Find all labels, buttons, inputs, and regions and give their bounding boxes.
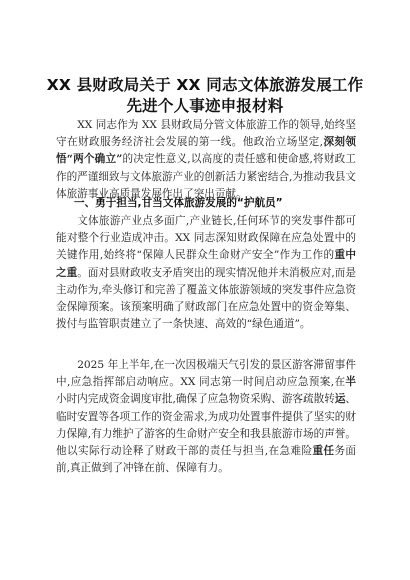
paragraph-emergency-fund-tail: 。面对县财政收支矛盾突出的现实情况他并未消极应对,而是主动作为,牵头修订和完善了覆盖文体旅游领域的突发事件应急资金保障预案。该预案明确了财政部门在应急处置中的资金筹集、拨付与监管职责建立了一条快速、高效的“绿色通道”。 [56, 266, 356, 331]
document-title: XX 县财政局关于 XX 同志文体旅游发展工作先进个人事迹申报材料 [46, 76, 364, 115]
paragraph-2025-event-mid-1: 小时内完成资金调度审批,确保了应急物资采购、游客疏散转 [56, 393, 335, 406]
paragraph-emergency-fund-emphasis: 重中之重 [56, 249, 356, 279]
paragraph-intro [56, 117, 356, 203]
paragraph-emergency-fund-lead: 文体旅游产业点多面广,产业链长,任何环节的突发事件都可能对整个行业造成冲击。XX 同志深知财政保障在应急处置中的关键作用,始终将“保障人民群众生命财产安全”作为工作的 [56, 215, 356, 262]
paragraph-2025-event [56, 357, 356, 477]
section-heading-1: 一、勇于担当,甘当文体旅游发展的“护航员” [74, 197, 283, 209]
paragraph-2025-event-emphasis-3: 重任 [312, 445, 335, 458]
paragraph-2025-event-lead: 2025 年上半年,在一次因极端天气引发的景区游客滞留事件中,应急指挥部启动响应。XX 同志第一时间启动应急预案,在 [56, 359, 356, 389]
paragraph-2025-event-emphasis-2: 运 [334, 393, 346, 406]
paragraph-intro-tail: 的决定性意义,以高度的责任感和使命感,将财政工作的严谨细致与文体旅游产业的创新活力紧密结合,为推动我县文体旅游事业高质量发展作出了突出贡献。 [56, 153, 357, 200]
paragraph-intro-emphasis: 深刻领悟“两个确立” [56, 136, 357, 166]
paragraph-2025-event-tail: 务面前,真正做到了冲锋在前、保障有力。 [56, 445, 357, 475]
paragraph-intro-lead: XX 同志作为 XX 县财政局分管文体旅游工作的领导,始终坚守在财政服务经济社会发展的第一线。他政治立场坚定, [56, 119, 356, 149]
paragraph-2025-event-emphasis-1: 半 [345, 376, 356, 389]
paragraph-2025-event-mid-2: 、临时安置等各项工作的资金需求,为成功处置事件提供了坚实的财力保障,有力维护了游客的生命财产安全和我县旅游市场的声誉。他以实际行动诠释了财政干部的责任与担当,在急难险 [56, 393, 356, 458]
paragraph-emergency-fund [56, 213, 356, 333]
